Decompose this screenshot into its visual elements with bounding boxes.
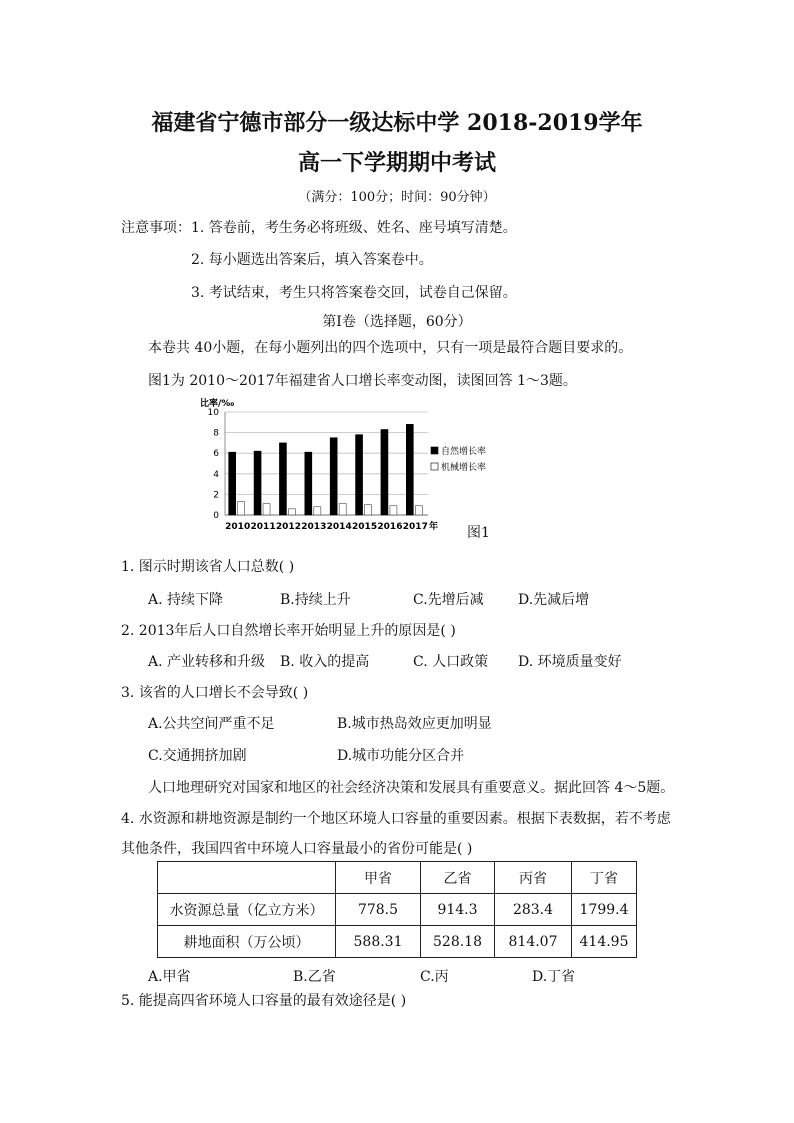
- section-intro: 本卷共 40小题，在每小题列出的四个选项中，只有一项是最符合题目要求的。: [148, 340, 633, 356]
- question-5-stem: 5. 能提高四省环境人口容量的最有效途径是( ): [121, 993, 407, 1009]
- question-4-option-b: B.乙省: [293, 969, 336, 985]
- table-cell: 528.18: [421, 926, 495, 958]
- notice-item: 3. 考试结束，考生只将答案卷交回，试卷自己保留。: [191, 285, 517, 301]
- exam-title-line2: 高一下学期期中考试: [297, 150, 496, 176]
- x-tick-label: 2013: [301, 522, 327, 532]
- question-1-option-a: A. 持续下降: [148, 592, 224, 608]
- legend-swatch-natural: [431, 447, 438, 454]
- population-growth-chart: [200, 394, 500, 542]
- table-cell: 1799.4: [572, 894, 637, 926]
- x-tick-label: 2015: [352, 522, 378, 532]
- question-1-option-d: D.先减后增: [518, 592, 590, 608]
- table-header-row: [158, 862, 637, 894]
- question-2-stem: 2. 2013年后人口自然增长率开始明显上升的原因是( ): [121, 623, 456, 639]
- bar-migration-2014: [339, 504, 346, 515]
- bar-natural-2016: [381, 430, 388, 515]
- legend-label-natural: 自然增长率: [441, 447, 487, 457]
- question-2-option-c: C. 人口政策: [413, 654, 489, 670]
- table-header-cell: 乙省: [421, 862, 495, 894]
- bar-natural-2015: [356, 435, 363, 515]
- table-cell: 814.07: [495, 926, 572, 958]
- bar-migration-2016: [390, 506, 397, 515]
- passage-intro: 人口地理研究对国家和地区的社会经济决策和发展具有重要意义。据此回答 4～5题。: [148, 780, 675, 796]
- bar-migration-2010: [238, 502, 245, 515]
- bar-migration-2015: [365, 505, 372, 515]
- y-tick-label: 10: [207, 408, 219, 418]
- bar-migration-2013: [314, 507, 321, 515]
- question-1-stem: 1. 图示时期该省人口总数( ): [121, 559, 295, 575]
- y-tick-label: 6: [213, 449, 219, 460]
- bar-natural-2012: [279, 443, 286, 515]
- resource-data-table: [157, 861, 637, 958]
- question-3-stem: 3. 该省的人口增长不会导致( ): [121, 685, 309, 701]
- notice-item: 2. 每小题选出答案后，填入答案卷中。: [191, 252, 433, 268]
- x-axis-label: 年: [429, 522, 439, 532]
- table-cell: 283.4: [495, 894, 572, 926]
- bar-natural-2011: [254, 451, 261, 515]
- question-4-option-d: D.丁省: [532, 969, 576, 985]
- question-4-stem-line1: 4. 水资源和耕地资源是制约一个地区环境人口容量的重要因素。根据下表数据，若不考虑: [121, 811, 671, 827]
- bar-natural-2013: [305, 452, 312, 515]
- x-tick-label: 2016: [377, 522, 403, 532]
- question-3-option-c: C.交通拥挤加剧: [148, 748, 247, 764]
- x-tick-label: 2012: [275, 522, 301, 532]
- figure-caption: 图1: [467, 525, 490, 541]
- bar-migration-2011: [263, 504, 270, 515]
- question-4-option-a: A.甲省: [148, 969, 191, 985]
- y-tick-label: 8: [213, 428, 219, 439]
- table-header-cell: 甲省: [336, 862, 421, 894]
- question-3-option-b: B.城市热岛效应更加明显: [337, 716, 492, 732]
- x-tick-label: 2014: [326, 522, 352, 532]
- table-cell: 914.3: [421, 894, 495, 926]
- question-1-option-b: B.持续上升: [280, 592, 351, 608]
- table-cell: 778.5: [336, 894, 421, 926]
- legend-swatch-migration: [431, 463, 438, 470]
- table-row: [158, 926, 637, 958]
- section-title: 第Ⅰ卷（选择题，60分）: [322, 314, 472, 330]
- table-cell: 耕地面积（万公顷）: [158, 926, 336, 958]
- table-cell: 588.31: [336, 926, 421, 958]
- notice-item: 1. 答卷前，考生务必将班级、姓名、座号填写清楚。: [191, 220, 517, 236]
- bar-migration-2017: [415, 506, 422, 515]
- bar-natural-2017: [406, 424, 413, 515]
- table-cell: 414.95: [572, 926, 637, 958]
- x-tick-label: 2017: [402, 522, 428, 532]
- table-header-cell: [158, 862, 336, 894]
- notice-label: 注意事项：: [121, 220, 191, 236]
- y-tick-label: 4: [213, 469, 219, 480]
- table-cell: 水资源总量（亿立方米）: [158, 894, 336, 926]
- bar-migration-2012: [288, 509, 295, 515]
- question-2-option-d: D. 环境质量变好: [518, 654, 622, 670]
- figure-intro: 图1为 2010～2017年福建省人口增长率变动图，读图回答 1～3题。: [148, 373, 577, 389]
- table-header-cell: 丙省: [495, 862, 572, 894]
- legend-label-migration: 机械增长率: [441, 463, 487, 473]
- question-4-option-c: C.丙: [420, 969, 449, 985]
- question-2-option-a: A. 产业转移和升级: [148, 654, 266, 670]
- y-tick-label: 0: [213, 511, 219, 521]
- question-2-option-b: B. 收入的提高: [280, 654, 370, 670]
- question-3-option-d: D.城市功能分区合并: [337, 748, 465, 764]
- bar-natural-2014: [330, 438, 337, 515]
- question-4-stem-line2: 其他条件，我国四省中环境人口容量最小的省份可能是( ): [121, 841, 473, 857]
- question-1-option-c: C.先增后减: [413, 592, 484, 608]
- y-axis-label: 比率/‰: [200, 399, 235, 409]
- x-tick-label: 2010: [225, 522, 251, 532]
- y-tick-label: 2: [213, 490, 219, 501]
- exam-info: （满分：100分；时间：90分钟）: [298, 190, 496, 205]
- table-header-cell: 丁省: [572, 862, 637, 894]
- question-3-option-a: A.公共空间严重不足: [148, 716, 275, 732]
- x-tick-label: 2011: [250, 522, 276, 532]
- bar-natural-2010: [229, 452, 236, 515]
- exam-title-line1: 福建省宁德市部分一级达标中学 2018-2019学年: [151, 110, 643, 136]
- table-row: [158, 894, 637, 926]
